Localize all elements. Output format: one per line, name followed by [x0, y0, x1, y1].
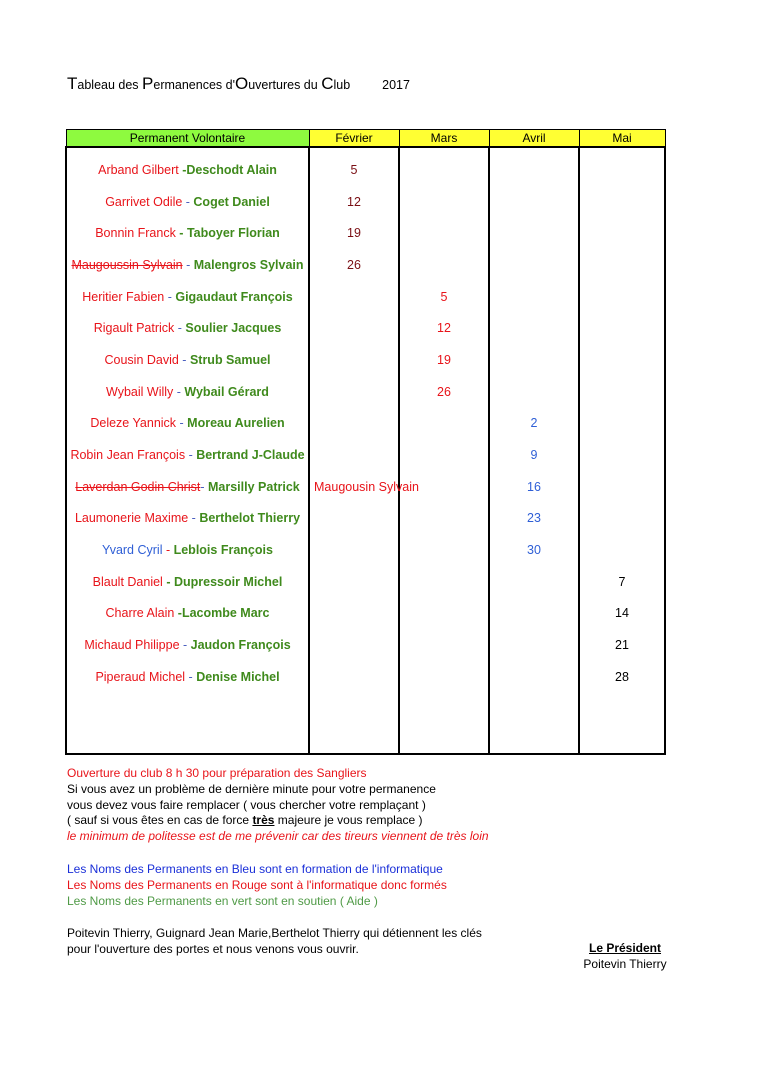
primary-permanent: Arband Gilbert	[98, 162, 179, 177]
note-line	[67, 813, 489, 829]
date-avril	[489, 186, 579, 218]
emphasis-tres: très	[252, 813, 275, 828]
primary-permanent: Cousin David	[104, 352, 179, 367]
separator: -	[188, 511, 200, 526]
date-avril	[489, 629, 579, 661]
date-avril: 9	[489, 439, 579, 471]
date-mars: 26	[399, 376, 489, 408]
table-row	[66, 629, 665, 661]
primary-permanent: Bonnin Franck	[95, 226, 176, 241]
date-mars: 12	[399, 312, 489, 344]
title-cap: P	[142, 74, 154, 93]
support-permanent: Deschodt Alain	[186, 162, 277, 177]
table-row	[66, 471, 665, 503]
date-mai	[579, 376, 665, 408]
table-row	[66, 439, 665, 471]
header-mars: Mars	[399, 130, 489, 148]
date-mars	[399, 534, 489, 566]
politeness-note: le minimum de politesse est de me prévenir car des tireurs viennent de très loin	[67, 829, 489, 844]
permanent-names	[66, 661, 309, 693]
table-row	[66, 566, 665, 598]
table-row	[66, 281, 665, 313]
permanent-names	[66, 147, 309, 186]
date-fevrier	[309, 408, 399, 440]
table-row	[66, 186, 665, 218]
permanent-names	[66, 344, 309, 376]
date-avril: 16	[489, 471, 579, 503]
primary-permanent: Robin Jean François	[70, 448, 186, 463]
title-year: 2017	[382, 78, 410, 92]
date-mai: 14	[579, 598, 665, 630]
date-mai	[579, 503, 665, 535]
date-avril: 30	[489, 534, 579, 566]
separator: -	[162, 543, 174, 558]
date-fevrier	[309, 281, 399, 313]
support-permanent: Marsilly Patrick	[208, 479, 300, 494]
date-mars	[399, 249, 489, 281]
support-permanent: Bertrand J-Claude	[196, 448, 305, 463]
date-mai	[579, 312, 665, 344]
permanent-names	[66, 249, 309, 281]
support-permanent: Coget Daniel	[193, 194, 270, 209]
support-permanent: Wybail Gérard	[184, 384, 269, 399]
date-fevrier	[309, 503, 399, 535]
date-fevrier	[309, 312, 399, 344]
separator: -	[185, 448, 197, 463]
primary-permanent: Laverdan Godin Christ	[75, 479, 201, 494]
primary-permanent: Charre Alain	[105, 606, 175, 621]
date-avril: 2	[489, 408, 579, 440]
separator: -	[174, 606, 182, 621]
title-text: ermanences d'	[153, 78, 235, 92]
separator: -	[185, 669, 197, 684]
permanent-names	[66, 217, 309, 249]
keys-note: pour l'ouverture des portes et nous venons vous ouvrir.	[67, 942, 359, 957]
table-row	[66, 598, 665, 630]
date-mars: 5	[399, 281, 489, 313]
date-avril: 23	[489, 503, 579, 535]
date-avril	[489, 598, 579, 630]
empty-row	[66, 693, 665, 754]
date-mai	[579, 534, 665, 566]
primary-permanent: Rigault Patrick	[93, 321, 175, 336]
date-mai	[579, 186, 665, 218]
date-fevrier	[309, 566, 399, 598]
header-permanent: Permanent Volontaire	[66, 130, 309, 148]
separator: -	[178, 352, 190, 367]
date-avril	[489, 312, 579, 344]
keys-note: Poitevin Thierry, Guignard Jean Marie,Berthelot Thierry qui détiennent les clés	[67, 926, 482, 941]
date-mai: 21	[579, 629, 665, 661]
separator: -	[182, 194, 194, 209]
date-mai	[579, 147, 665, 186]
date-mars	[399, 217, 489, 249]
title-cap: O	[234, 74, 249, 93]
replacement-name: Maugousin Sylvain	[309, 471, 399, 503]
signature	[560, 940, 690, 972]
title-text: lub	[333, 78, 351, 92]
title-cap: T	[67, 74, 78, 93]
opening-note: Ouverture du club 8 h 30 pour préparation des Sangliers	[67, 766, 367, 780]
note-line: vous devez vous faire remplacer ( vous chercher votre remplaçant )	[67, 797, 426, 812]
date-mars	[399, 598, 489, 630]
primary-permanent: Piperaud Michel	[95, 669, 186, 684]
date-mars	[399, 661, 489, 693]
date-mars	[399, 503, 489, 535]
permanent-names	[66, 439, 309, 471]
date-avril	[489, 147, 579, 186]
primary-permanent: Deleze Yannick	[90, 416, 177, 431]
support-permanent: Soulier Jacques	[185, 321, 282, 336]
date-mars	[399, 566, 489, 598]
permanent-names	[66, 629, 309, 661]
schedule-table	[65, 129, 666, 755]
date-mai	[579, 281, 665, 313]
date-mars: 19	[399, 344, 489, 376]
primary-permanent: Blault Daniel	[92, 574, 163, 589]
title-text: uvertures du	[248, 78, 322, 92]
empty-cell	[399, 693, 489, 754]
table-row	[66, 376, 665, 408]
separator: -	[200, 479, 208, 494]
title-text: ableau des	[77, 78, 143, 92]
primary-permanent: Maugoussin Sylvain	[71, 257, 183, 272]
permanent-names	[66, 503, 309, 535]
date-fevrier	[309, 534, 399, 566]
primary-permanent: Yvard Cyril	[102, 543, 163, 558]
date-avril	[489, 217, 579, 249]
separator: -	[179, 638, 191, 653]
separator: -	[182, 257, 194, 272]
table-row	[66, 661, 665, 693]
permanent-names	[66, 281, 309, 313]
empty-cell	[489, 693, 579, 754]
table-row	[66, 217, 665, 249]
header-mai: Mai	[579, 130, 665, 148]
header-avril: Avril	[489, 130, 579, 148]
separator: -	[164, 289, 176, 304]
support-permanent: Leblois François	[173, 543, 273, 558]
separator: -	[173, 384, 185, 399]
note-text: ( sauf si vous êtes en cas de force	[67, 813, 253, 828]
primary-permanent: Michaud Philippe	[84, 638, 180, 653]
date-mai	[579, 439, 665, 471]
document-title	[67, 74, 410, 94]
date-mai: 28	[579, 661, 665, 693]
support-permanent: Denise Michel	[196, 669, 280, 684]
support-permanent: Taboyer Florian	[186, 226, 280, 241]
date-mai	[579, 344, 665, 376]
permanent-names	[66, 471, 309, 503]
support-permanent: Berthelot Thierry	[199, 511, 301, 526]
primary-permanent: Garrivet Odile	[105, 194, 183, 209]
date-fevrier	[309, 661, 399, 693]
table-row	[66, 408, 665, 440]
signature-title: Le Président	[588, 941, 662, 955]
date-avril	[489, 661, 579, 693]
permanent-names	[66, 376, 309, 408]
empty-cell	[309, 693, 399, 754]
date-mars	[399, 439, 489, 471]
date-fevrier	[309, 629, 399, 661]
date-fevrier	[309, 376, 399, 408]
permanent-names	[66, 186, 309, 218]
date-avril	[489, 249, 579, 281]
separator: -	[175, 226, 187, 241]
note-line: Si vous avez un problème de dernière minute pour votre permanence	[67, 781, 436, 796]
legend-red: Les Noms des Permanents en Rouge sont à l'informatique donc formés	[67, 877, 447, 892]
separator: -	[174, 321, 186, 336]
permanent-names	[66, 566, 309, 598]
header-fevrier: Février	[309, 130, 399, 148]
date-fevrier	[309, 598, 399, 630]
notes-block	[67, 766, 489, 958]
date-mai	[579, 471, 665, 503]
permanent-names	[66, 408, 309, 440]
table-row	[66, 534, 665, 566]
table-row	[66, 249, 665, 281]
title-cap: C	[321, 74, 334, 93]
permanent-names	[66, 312, 309, 344]
date-fevrier: 19	[309, 217, 399, 249]
separator: -	[178, 162, 187, 177]
empty-cell	[66, 693, 309, 754]
date-mai	[579, 217, 665, 249]
date-avril	[489, 566, 579, 598]
support-permanent: Strub Samuel	[189, 352, 271, 367]
table-row	[66, 147, 665, 186]
separator: -	[176, 416, 188, 431]
table-header-row	[66, 130, 665, 148]
date-mai	[579, 408, 665, 440]
support-permanent: Jaudon François	[190, 638, 291, 653]
date-fevrier: 12	[309, 186, 399, 218]
table-row	[66, 312, 665, 344]
empty-cell	[579, 693, 665, 754]
primary-permanent: Laumonerie Maxime	[74, 511, 189, 526]
date-mai: 7	[579, 566, 665, 598]
legend-green: Les Noms des Permanents en vert sont en soutien ( Aide )	[67, 893, 378, 908]
support-permanent: Lacombe Marc	[181, 606, 270, 621]
legend-blue: Les Noms des Permanents en Bleu sont en formation de l'informatique	[67, 861, 443, 876]
primary-permanent: Heritier Fabien	[82, 289, 165, 304]
primary-permanent: Wybail Willy	[106, 384, 174, 399]
date-fevrier	[309, 439, 399, 471]
date-mars	[399, 147, 489, 186]
support-permanent: Malengros Sylvain	[193, 257, 304, 272]
date-avril	[489, 344, 579, 376]
date-fevrier: 5	[309, 147, 399, 186]
date-mars	[399, 629, 489, 661]
permanent-names	[66, 534, 309, 566]
date-mars	[399, 186, 489, 218]
support-permanent: Gigaudaut François	[175, 289, 293, 304]
support-permanent: Moreau Aurelien	[187, 416, 285, 431]
permanent-names	[66, 598, 309, 630]
date-avril	[489, 376, 579, 408]
date-fevrier: 26	[309, 249, 399, 281]
separator: -	[162, 574, 174, 589]
date-mai	[579, 249, 665, 281]
support-permanent: Dupressoir Michel	[173, 574, 283, 589]
table-row	[66, 503, 665, 535]
date-avril	[489, 281, 579, 313]
note-text: majeure je vous remplace )	[274, 813, 423, 828]
table-row	[66, 344, 665, 376]
signature-name: Poitevin Thierry	[583, 957, 667, 971]
date-fevrier	[309, 344, 399, 376]
date-mars	[399, 408, 489, 440]
